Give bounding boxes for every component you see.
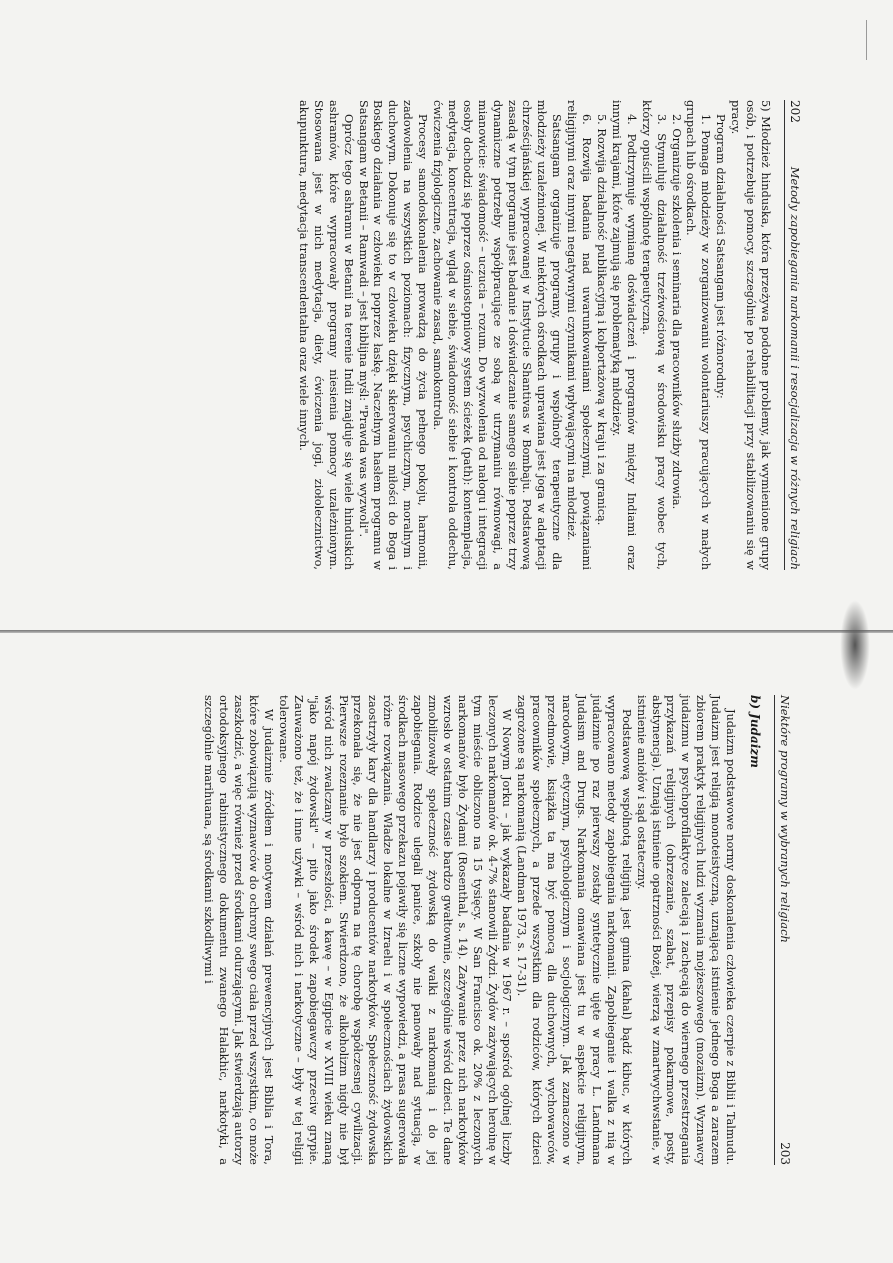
page-number-202: 202 <box>788 100 802 123</box>
list-item: 3. Stymuluje działalność trzeźwościową w środowisku pracy wobec tych, którzy opuścili wspólnotę terapeutyczną. <box>639 100 668 570</box>
paragraph: 5) Młodzież hinduska, która przeżywa podobne problemy, jak wymienione grupy osób, i potrzebuje pomocy, szczególnie po rehabilitacji przy stabilizowaniu się w pracy. <box>729 100 772 570</box>
paragraph: Oprócz tego ashramu w Betanii na terenie Indii znajduje się wiele hinduskich ashramów, które wypracowały programy niesienia pomocy uzależnionym. Stosowana jest w nich medytacja, diety, ćwiczenia jogi, ziołolecznictwo, akupunktura, medytacja transcendentalna oraz wiele innych. <box>296 100 355 570</box>
page-number-203: 203 <box>778 1142 792 1165</box>
paragraph: Podstawową wspólnotą religijną jest gmina (kahal) bądź kibuc, w których wypracowano metody zapobiegania narkomanii. Zapobieganie i walka z nią w judaizmie po raz pierwszy zostały syntetycznie ujęte w pracy L. Landmana Judaism and Drugs. Narkomania omawiana jest tu w aspekcie religijnym, narodowym, etycznym, psychologicznym i socjologicznym. Jak zaznaczono w przedmowie, książka ta ma być pomocą dla duchownych, wychowawców, pracowników społecznych, a przede wszystkim dla rodziców, których dzieci zagrożone są narkomanią (Landman 1973, s. 17-31). <box>515 695 633 1165</box>
paragraph: Procesy samodoskonalenia prowadzą do życia pełnego pokoju, harmonii, zadowolenia na wszystkich poziomach: fizycznym, psychicznym, moralnym i duchowym. Dokonuje się to w człowieku dzięki skierowaniu miłości do Boga i Boskiego działania w człowieku poprzez łaskę. Naczelnym hasłem programu w Satsangam w Betanii – Ramwadi – jest biblijna myśl: "Prawda was wyzwoli". <box>356 100 430 570</box>
list-item: 6. Rozwija badania nad uwarunkowaniami społecznymi, powiązaniami religijnymi oraz innymi negatywnymi czynnikami wpływającymi na młodzież. <box>565 100 594 570</box>
section-heading: b) Judaizm <box>748 695 762 768</box>
right-page <box>112 695 792 1165</box>
left-page-header <box>784 100 802 570</box>
book-fold <box>0 630 893 633</box>
left-page <box>122 100 802 570</box>
fold-shadow <box>840 600 870 690</box>
running-title-left: Metody zapobiegania narkomanii i resocjalizacja w różnych religiach <box>788 166 802 570</box>
paragraph: W judaizmie źródłem i motywem działań prewencyjnych jest Biblia i Tora, które zobowiązują wyznawców do ochrony swego ciała przed wszystkim, co może zaszkodzić, a więc również przed środkami odurzającymi. Jak stwierdzają autorzy ortodoksyjnego rabinistycznego dokumentu zwanego Halakhic, narkotyki, a szczególnie marihuana, są środkami szkodliwymi i <box>202 695 275 1165</box>
list-item: 5. Rozwija działalność publikacyjną i kolportażową w kraju i za granicą. <box>595 114 609 526</box>
paragraph: W Nowym Jorku – jak wykazały badania w 1967 r. – spośród ogólnej liczby leczonych narkomanów ok. 4-7% stanowili Żydzi. Żydów zażywających heroinę w tym mieście obliczono na 15 tysięcy. W San Francisco ok. 20% z leczonych narkomanów było Żydami (Rosenthal, s. 14). Zażywanie przez nich narkotyków wzrosło w ostatnim czasie bardzo gwałtownie, szczególnie wśród dzieci. Te dane zmobilizowały społeczność żydowską do walki z narkomanią i do jej zapobiegania. Rodzice ulegali panice, szkoły nie panowały nad sytuacją, w środkach masowego przekazu pojawiły się liczne wypowiedzi, a prasa sugerowała różne rozwiązania. Władze lokalne w Izraelu i w społecznościach żydowskich zaostrzyły kary dla handlarzy i producentów narkotyków. Społeczność żydowska przekonała się, że nie jest odporna na tę chorobę współczesnej cywilizacji. Pierwsze rozeznanie było szokiem. Stwierdzono, że alkoholizm nigdy nie był wśród nich zwalczany w przeszłości, a kawę – w Egipcie w XVIII wieku znaną "jako napój żydowski" – pito jako środek zapobiegawczy przeciw grypie. Zauważono też, że i inne używki – wśród nich i narkotyczne – były w tej religii tolerowane. <box>276 695 514 1165</box>
paragraph: Program działalności Satsangam jest różnorodny: <box>714 114 728 399</box>
left-page-body <box>295 100 772 570</box>
right-page-header <box>774 695 792 1165</box>
list-item: 4. Podtrzymuje wymianę doświadczeń i programów między Indiami oraz innymi krajami, które zajmują się problematyką młodzieży. <box>609 100 638 570</box>
paragraph: Judaizm podstawowe normy doskonalenia człowieka czerpie z Biblii i Talmudu. Judaizm jest religią monoteistyczną, uznającą istnienie jednego Boga a zarazem zbiorem praktyk religijnych ludzi wyznania mojżeszowego (mozaizm). Wyznawcy judaizmu w psychoprofilaktyce zalecają i zachęcają do wiernego przestrzegania przykazań religijnych (obrzezanie, szabat, przepisy pokarmowe, posty, abstynencja). Uznają istnienie opatrzności Bożej, wierzą w zmartwychwstanie, w istnienie aniołów i sąd ostateczny. <box>634 695 738 1165</box>
right-page-body <box>200 695 762 1165</box>
running-title-right: Niektóre programy w wybranych religiach <box>778 695 792 943</box>
list-item: 2. Organizuje szkolenia i seminaria dla pracowników służby zdrowia. <box>669 114 683 510</box>
paragraph: Satsangam organizuje programy, grupy i wspólnoty terapeutyczne dla młodzieży uzależnionej. W niektórych ośrodkach uprawiana jest joga w adaptacji chrześcijańskiej wypracowanej w Instytucie Shantivas w Bombaju. Podstawową zasadą w tym programie jest badanie i doświadczanie samego siebie poprzez trzy dynamiczne potrzeby współpracujące ze sobą w utrzymaniu równowagi, a mianowicie: świadomość – uczucia – rozum. Do wyzwolenia od nałogu i integracji osoby dochodzi się poprzez ośmiostopniowy system ścieżek (path): kontemplacja, medytacja, koncentracja, wgląd w siebie, świadomość siebie i kontrola oddechu, ćwiczenia fizjologiczne, zachowanie zasad, samokontrola. <box>431 100 564 570</box>
scan-edge-mark <box>866 20 887 60</box>
list-item: 1. Pomaga młodzieży w zorganizowaniu wolontariuszy pracujących w małych grupach lub ośrodkach. <box>684 100 713 570</box>
